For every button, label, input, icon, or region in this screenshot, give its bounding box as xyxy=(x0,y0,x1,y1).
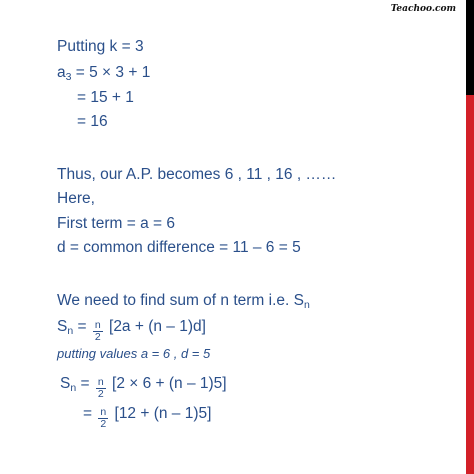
n-over-2-fraction xyxy=(93,320,103,343)
sn-formula-rest: [2a + (n – 1)d] xyxy=(104,318,206,335)
sn-equals: = xyxy=(73,318,91,335)
line-common-difference: d = common difference = 11 – 6 = 5 xyxy=(57,239,301,256)
find-sum-text: We need to find sum of n term i.e. S xyxy=(57,292,304,309)
fraction-numerator: n xyxy=(94,319,101,331)
fraction-denominator: 2 xyxy=(94,331,101,343)
a-subscript: 3 xyxy=(65,71,72,83)
sn-symbol: S xyxy=(57,318,68,335)
sidebar-red-strip xyxy=(466,95,474,474)
fraction-numerator: n xyxy=(97,376,104,388)
line-first-term: First term = a = 6 xyxy=(57,215,176,232)
sn-subscript: n xyxy=(70,382,77,394)
fraction-numerator: n xyxy=(100,406,107,418)
sn-subscript: n xyxy=(67,325,74,337)
sn-simplified-rest: [12 + (n – 1)5] xyxy=(110,405,212,422)
sn-substituted-rest: [2 × 6 + (n – 1)5] xyxy=(107,375,227,392)
line-a3 xyxy=(57,64,150,82)
line-putting-values: putting values a = 6 , d = 5 xyxy=(57,346,211,361)
n-over-2-fraction xyxy=(98,407,108,430)
sn-equals: = xyxy=(76,375,94,392)
n-over-2-fraction xyxy=(96,377,106,400)
sidebar-black-strip xyxy=(466,0,474,95)
line-sn-simplified xyxy=(83,405,211,430)
line-putting-k: Putting k = 3 xyxy=(57,38,144,55)
fraction-denominator: 2 xyxy=(100,418,107,430)
watermark-logo: Teachoo.com xyxy=(390,4,456,14)
equals-sign: = xyxy=(83,405,97,422)
sn-symbol: S xyxy=(60,375,71,392)
a-symbol: a xyxy=(57,64,66,81)
line-ap-becomes: Thus, our A.P. becomes 6 , 11 , 16 , …… xyxy=(57,166,337,183)
line-sn-substituted xyxy=(60,375,227,400)
a3-expression: = 5 × 3 + 1 xyxy=(71,64,151,81)
line-sn-formula xyxy=(57,318,206,343)
line-15-plus-1: = 15 + 1 xyxy=(77,89,134,106)
fraction-denominator: 2 xyxy=(97,388,104,400)
find-sum-subscript: n xyxy=(303,299,310,311)
line-here: Here, xyxy=(57,190,95,207)
line-16: = 16 xyxy=(77,113,108,130)
line-find-sum xyxy=(57,292,310,310)
